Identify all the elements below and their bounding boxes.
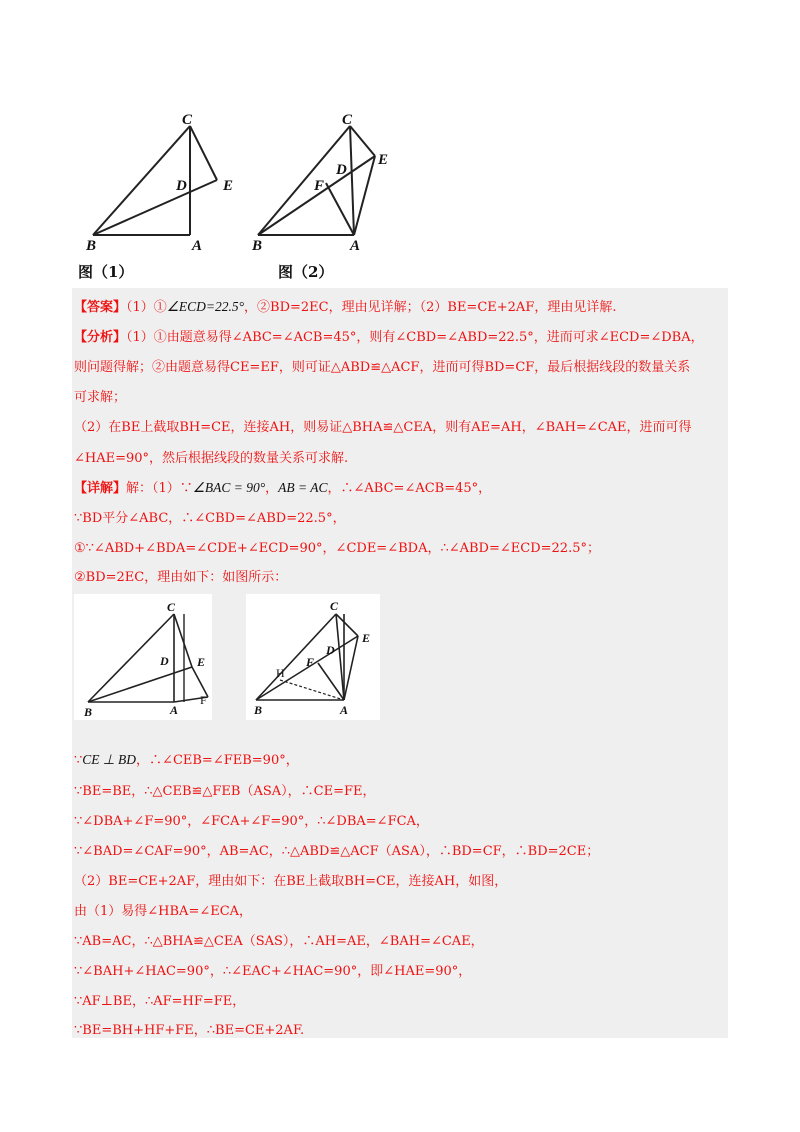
detail-line-1 xyxy=(74,477,491,496)
fig3-label-f: F xyxy=(200,693,207,707)
detail-line-8: ∵∠BAD=∠CAF=90°，AB=AC，∴△ABD≌△ACF（ASA），∴BD=CF，∴BD=2CE； xyxy=(74,844,600,859)
fig4-label-a: A xyxy=(340,703,349,717)
figure-4 xyxy=(246,594,380,720)
analysis-text-1: （1）①由题意易得∠ABC=∠ACB=45°，则有∠CBD=∠ABD=22.5°，进而可求∠ECD=∠DBA， xyxy=(126,330,704,345)
fig4-label-b: B xyxy=(254,703,263,717)
fig3-label-c: C xyxy=(167,600,176,614)
detail-line-9: （2）BE=CE+2AF，理由如下：在BE上截取BH=CE，连接AH，如图， xyxy=(74,874,508,889)
fig4-label-h: H xyxy=(276,666,285,680)
fig1-label-c: C xyxy=(182,112,193,128)
detail-text-b: ，∴∠ABC=∠ACB=45°， xyxy=(327,481,492,496)
analysis-line-5: ∠HAE=90°，然后根据线段的数量关系可求解. xyxy=(74,451,349,466)
detail-math-bac: ∠BAC = 90° xyxy=(192,480,266,495)
fig1-label-d: D xyxy=(176,178,187,194)
detail-line-14: ∵BE=BH+HF+FE，∴BE=CE+2AF. xyxy=(74,1023,305,1038)
analysis-line-3: 可求解； xyxy=(74,390,127,405)
answer-tag: 【答案】 xyxy=(74,300,127,315)
figure-1-caption: 图（1） xyxy=(78,263,134,281)
detail-line-2: ∵BD平分∠ABC，∴∠CBD=∠ABD=22.5°， xyxy=(74,511,346,526)
analysis-line-2: 则问题得解；②由题意易得CE=EF，则可证△ABD≌△ACF，进而可得BD=CF，最后根据线段的数量关系 xyxy=(74,360,691,375)
fig2-label-d: D xyxy=(336,162,347,178)
detail-text-a: 解：（1）∵ xyxy=(126,481,193,496)
fig3-label-e: E xyxy=(197,655,206,669)
detail-text-ceb: ，∴∠CEB=∠FEB=90°， xyxy=(136,753,299,768)
detail-tag: 【详解】 xyxy=(74,481,127,496)
detail-because: ∵ xyxy=(74,753,83,768)
analysis-line-4: （2）在BE上截取BH=CE，连接AH，则易证△BHA≌△CEA，则有AE=AH，∠BAH=∠CAE，进而可得 xyxy=(74,420,692,435)
detail-line-13: ∵AF⊥BE，∴AF=HF=FE， xyxy=(74,994,246,1009)
fig2-label-b: B xyxy=(252,238,263,253)
detail-sep: ， xyxy=(265,481,279,496)
fig2-label-f: F xyxy=(314,178,325,194)
fig4-label-c: C xyxy=(330,599,339,613)
analysis-tag: 【分析】 xyxy=(74,330,127,345)
fig3-label-a: A xyxy=(170,703,179,717)
fig4-label-f: F xyxy=(306,655,315,669)
answer-line xyxy=(74,296,616,315)
detail-line-5 xyxy=(74,749,299,768)
detail-line-11: ∵AB=AC，∴△BHA≌△CEA（SAS），∴AH=AE，∠BAH=∠CAE， xyxy=(74,934,484,949)
fig2-label-e: E xyxy=(378,152,389,168)
analysis-line-1 xyxy=(74,326,704,345)
figure-2-caption: 图（2） xyxy=(278,263,334,281)
fig3-label-d: D xyxy=(160,654,169,668)
fig2-label-c: C xyxy=(342,112,353,128)
detail-line-7: ∵∠DBA+∠F=90°，∠FCA+∠F=90°，∴∠DBA=∠FCA， xyxy=(74,814,429,829)
fig1-label-b: B xyxy=(86,238,97,253)
figure-1 xyxy=(80,108,263,253)
detail-math-ce-perp-bd: CE ⊥ BD xyxy=(82,752,137,767)
fig1-label-e: E xyxy=(223,178,234,194)
detail-line-6: ∵BE=BE，∴△CEB≌△FEB（ASA），∴CE=FE， xyxy=(74,784,376,799)
figure-3 xyxy=(74,594,212,720)
detail-line-4: ②BD=2EC，理由如下：如图所示： xyxy=(74,570,288,585)
fig4-label-e: E xyxy=(362,631,371,645)
figure-1-diagram xyxy=(80,108,263,253)
figure-2 xyxy=(248,108,408,253)
answer-part1: （1）① xyxy=(126,300,167,315)
figure-3-diagram xyxy=(74,594,212,720)
detail-line-12: ∵∠BAH+∠HAC=90°，∴∠EAC+∠HAC=90°，即∠HAE=90°， xyxy=(74,964,472,979)
figure-2-diagram xyxy=(248,108,408,253)
answer-math-ecd: ∠ECD=22.5° xyxy=(166,299,245,314)
detail-line-3: ①∵∠ABD+∠BDA=∠CDE+∠ECD=90°，∠CDE=∠BDA，∴∠ABD=∠ECD=22.5°； xyxy=(74,541,600,556)
fig2-label-a: A xyxy=(350,238,361,253)
fig3-label-b: B xyxy=(84,705,93,719)
figure-4-diagram xyxy=(246,594,380,720)
fig1-label-a: A xyxy=(192,238,203,253)
detail-line-10: 由（1）易得∠HBA=∠ECA， xyxy=(74,904,253,919)
detail-math-ab-ac: AB = AC xyxy=(278,480,328,495)
answer-part2: ，②BD=2EC，理由见详解；（2）BE=CE+2AF，理由见详解. xyxy=(244,300,617,315)
fig4-label-d: D xyxy=(326,643,335,657)
